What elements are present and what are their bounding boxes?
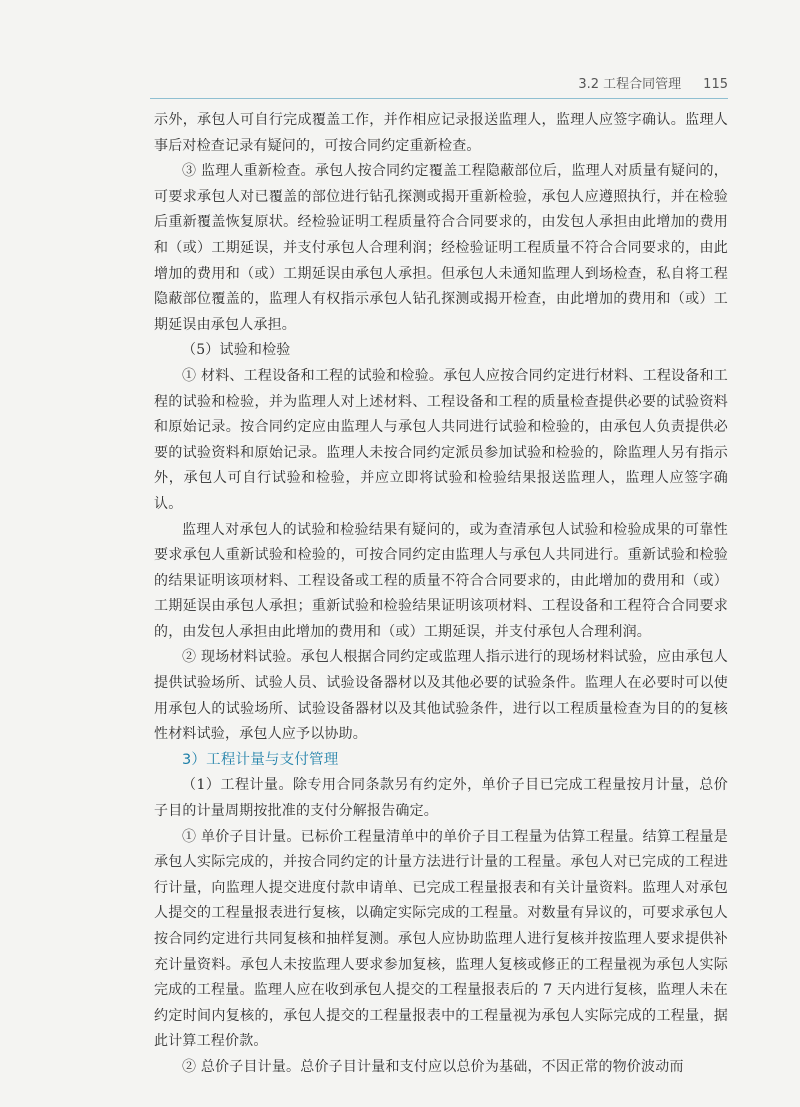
- paragraph: ② 总价子目计量。总价子目计量和支付应以总价为基础，不因正常的物价波动而: [182, 1058, 684, 1075]
- paragraph: （1）工程计量。除专用合同条款另有约定外，单价子目已完成工程量按月计量，总价子目的计量周期按批准的支付分解报告确定。: [154, 777, 728, 820]
- paragraph: ① 单价子目计量。已标价工程量清单中的单价子目工程量为估算工程量。结算工程量是承包人实际完成的，并按合同约定的计量方法进行计量的工程量。承包人对已完成的工程进行计量，向监理人提交进度付款申请单、已完成工程量报表和有关计量资料。监理人对承包人提交的工程量报表进行复核，以确定实际完成的工程量。对数量有异议的，可要求承包人按合同约定进行共同复核和抽样复测。承包人应协助监理人进行复核并按监理人要求提供补充计量资料。承包人未按监理人要求参加复核，监理人复核或修正的工程量视为承包人实际完成的工程量。监理人应在收到承包人提交的工程量报表后的 7 天内进行复核，监理人未在约定时间内复核的，承包人提交的工程量报表中的工程量视为承包人实际完成的工程量，据此计算工程价款。: [154, 828, 728, 1050]
- subsection-title: （5）试验和检验: [182, 342, 291, 359]
- paragraph: 监理人对承包人的试验和检验结果有疑问的，或为查清承包人试验和检验成果的可靠性要求承包人重新试验和检验的，可按合同约定由监理人与承包人共同进行。重新试验和检验的结果证明该项材料、工程设备或工程的质量不符合合同要求的，由此增加的费用和（或）工期延误由承包人承担；重新试验和检验结果证明该项材料、工程设备和工程符合合同要求的，由发包人承担由此增加的费用和（或）工期延误，并支付承包人合理利润。: [154, 521, 728, 640]
- body-text: [154, 108, 728, 1081]
- paragraph: ② 现场材料试验。承包人根据合同约定或监理人指示进行的现场材料试验，应由承包人提供试验场所、试验人员、试验设备器材以及其他必要的试验条件。监理人在必要时可以使用承包人的试验场所、试验设备器材以及其他试验条件，进行以工程质量检查为目的的复核性材料试验，承包人应予以协助。: [154, 649, 728, 743]
- section-title: 3.2 工程合同管理: [578, 77, 682, 92]
- paragraph: 示外，承包人可自行完成覆盖工作，并作相应记录报送监理人，监理人应签字确认。监理人事后对检查记录有疑问的，可按合同约定重新检查。: [154, 112, 728, 154]
- paragraph: ③ 监理人重新检查。承包人按合同约定覆盖工程隐蔽部位后，监理人对质量有疑问的，可要求承包人对已覆盖的部位进行钻孔探测或揭开重新检验，承包人应遵照执行，并在检验后重新覆盖恢复原状。经检验证明工程质量符合合同要求的，由发包人承担由此增加的费用和（或）工期延误，并支付承包人合理利润；经检验证明工程质量不符合合同要求的，由此增加的费用和（或）工期延误由承包人承担。但承包人未通知监理人到场检查，私自将工程隐蔽部位覆盖的，监理人有权指示承包人钻孔探测或揭开检查，由此增加的费用和（或）工期延误由承包人承担。: [154, 163, 728, 333]
- paragraph: ① 材料、工程设备和工程的试验和检验。承包人应按合同约定进行材料、工程设备和工程的试验和检验，并为监理人对上述材料、工程设备和工程的质量检查提供必要的试验资料和原始记录。按合同约定应由监理人与承包人共同进行试验和检验的，由承包人负责提供必要的试验资料和原始记录。监理人未按合同约定派员参加试验和检验的，除监理人另有指示外，承包人可自行试验和检验，并应立即将试验和检验结果报送监理人，监理人应签字确认。: [154, 367, 728, 512]
- page-number: 115: [703, 77, 728, 92]
- running-header: [150, 74, 728, 99]
- section-heading: 3）工程计量与支付管理: [182, 751, 339, 768]
